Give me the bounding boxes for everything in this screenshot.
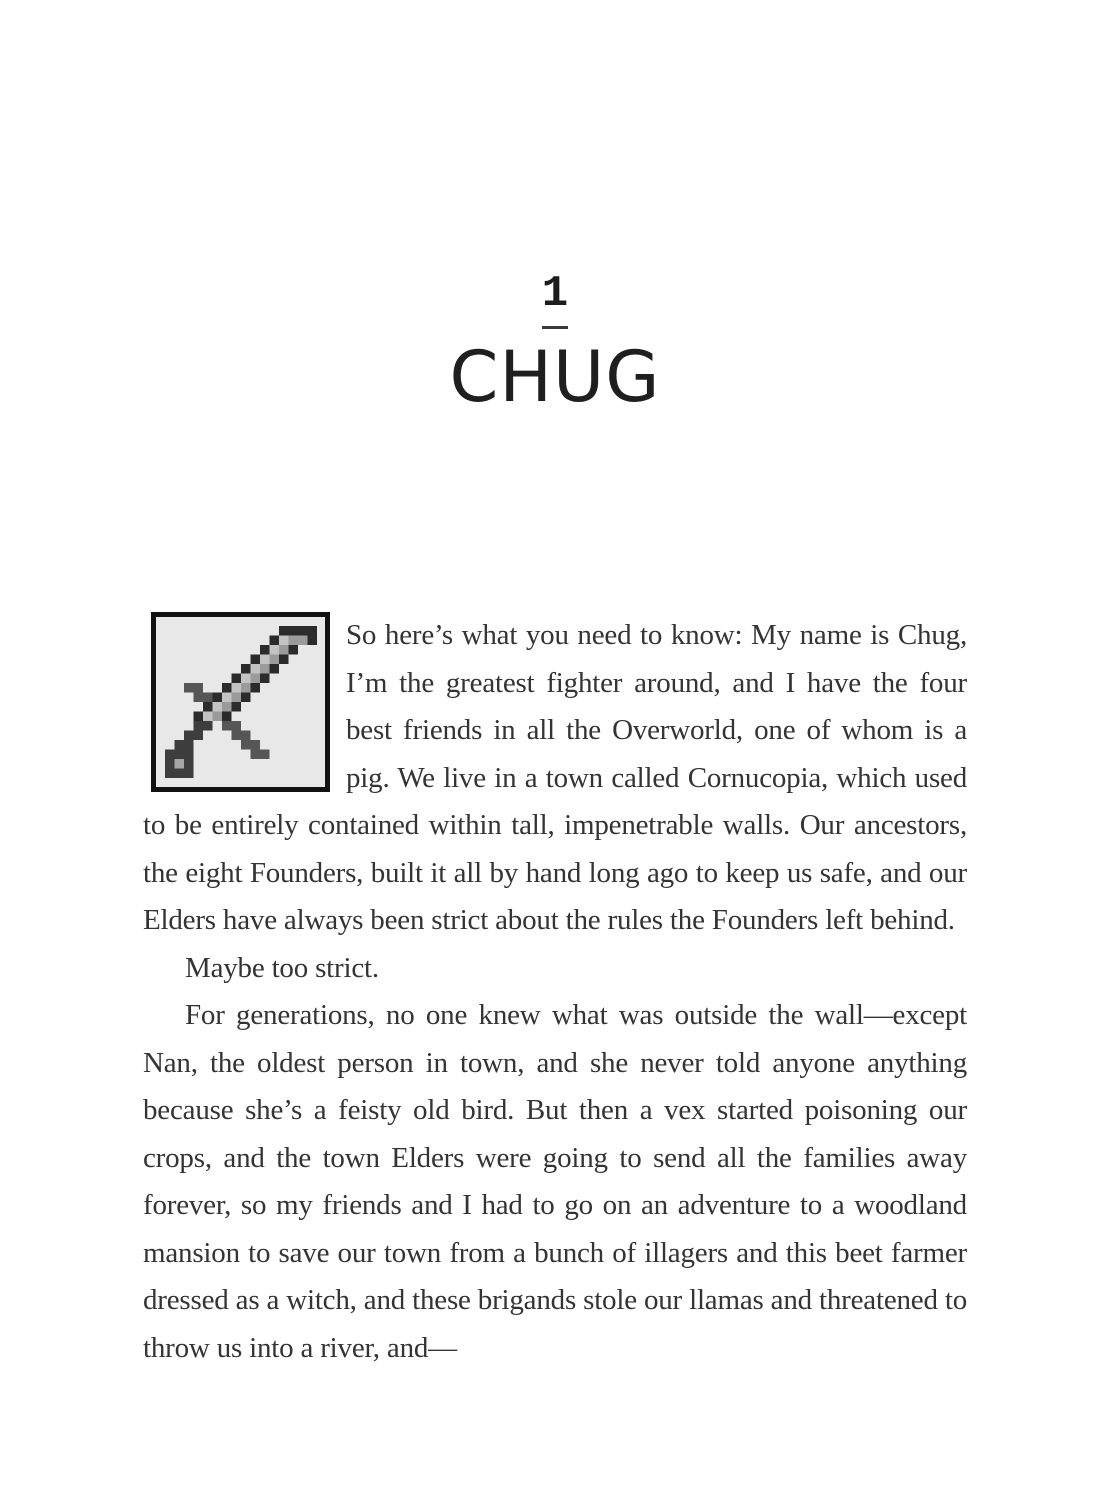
paragraph-2: Maybe too strict.: [185, 951, 379, 984]
chapter-body: [143, 612, 967, 1372]
chapter-title: CHUG: [449, 336, 661, 418]
chapter-number: 1: [541, 269, 569, 319]
paragraph-1: So here’s what you need to know: My name is Chug, I’m the greatest fighter around, and I have the four best friends in all the Overworld, one of whom is a pig. We live in a town called Cornucopia, which used to be entirely contained within tall, impenetrable walls. Our ancestors, the eight Founders, built it all by hand long ago to keep us safe, and our Elders have always been strict about the rules the Founders left behind.: [143, 619, 967, 936]
chapter-number-rule: [542, 326, 568, 329]
pixel-sword-icon: [165, 626, 317, 778]
chapter-illustration-box: [151, 612, 330, 792]
chapter-heading: [143, 269, 967, 329]
paragraph-3: For generations, no one knew what was outside the wall—except Nan, the oldest person in town, and she never told anyone anything because she’s a feisty old bird. But then a vex started poisoning our crops, and the town Elders were going to send all the families away forever, so my friends and I had to go on an adventure to a woodland mansion to save our town from a bunch of illagers and this beet farmer dressed as a witch, and these brigands stole our llamas and threatened to throw us into a river, and—: [143, 999, 967, 1364]
